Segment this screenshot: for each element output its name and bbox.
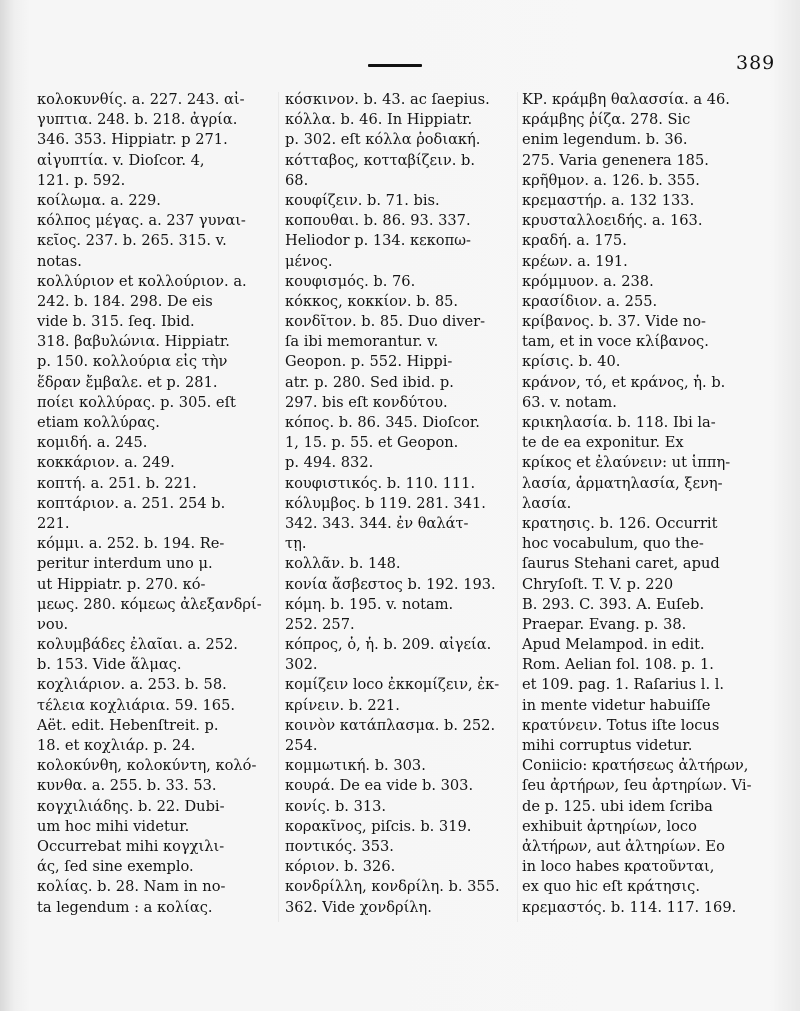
text-line: κολοκυνθίς. a. 227. 243. αἰ- — [37, 91, 245, 108]
text-line: 221. — [37, 514, 70, 532]
text-line: κόλπος μέγας. a. 237 γυναι- — [37, 212, 246, 230]
text-line: Aët. edit. Hebenſtreit. p. — [37, 716, 219, 734]
text-line: Apud Melampod. in edit. — [522, 636, 705, 654]
text-line: tam, et in voce κλίβανος. — [522, 333, 709, 351]
text-line: ἀλτήρων, aut ἀλτηρίων. Eo — [522, 837, 725, 855]
text-line: ἕδραν ἔμβαλε. et p. 281. — [37, 373, 218, 391]
text-line: 297. bis eſt κονδύτου. — [285, 393, 448, 411]
column-gap — [278, 92, 279, 922]
text-line: um hoc mihi videtur. — [37, 817, 190, 835]
text-line: 275. Varia genenera 185. — [522, 151, 709, 169]
text-line: B. 293. C. 393. A. Euſeb. — [522, 595, 705, 613]
text-line: Rom. Aelian fol. 108. p. 1. — [522, 656, 714, 674]
text-line: notas. — [37, 252, 82, 270]
text-line: κρεμαστήρ. a. 132 133. — [522, 191, 695, 209]
text-line: 346. 353. Hippiatr. p 271. — [37, 131, 228, 149]
text-line: κουφίζειν. b. 71. bis. — [285, 191, 440, 209]
text-line: κοκκάριον. a. 249. — [37, 454, 175, 472]
text-line: νου. — [37, 615, 69, 633]
text-line: κογχιλιάδης. b. 22. Dubi- — [37, 797, 225, 815]
text-line: Heliodor p. 134. κεκοπω- — [285, 232, 471, 250]
text-line: κονία ἄσβεστος b. 192. 193. — [285, 575, 496, 593]
text-line: κότταβος, κοτταβίζειν. b. — [285, 151, 475, 169]
column-gap — [517, 92, 518, 922]
text-line: κουρά. De ea vide b. 303. — [285, 777, 474, 795]
text-line: κόμη. b. 195. v. notam. — [285, 595, 454, 613]
text-line: Praepar. Evang. p. 38. — [522, 615, 687, 633]
text-line: p. 494. 832. — [285, 454, 374, 472]
text-column-3 — [522, 90, 780, 918]
text-line: κουφιστικός. b. 110. 111. — [285, 474, 476, 492]
text-line: κονδῖτον. b. 85. Duo diver- — [285, 313, 486, 331]
text-line: τέλεια κοχλιάρια. 59. 165. — [37, 696, 236, 714]
text-line: 342. 343. 344. ἐν θαλάτ- — [285, 514, 469, 532]
text-line: κεῖος. 237. b. 265. 315. v. — [37, 232, 227, 250]
text-line: κυνθα. a. 255. b. 33. 53. — [37, 777, 217, 795]
text-line: 302. — [285, 656, 318, 674]
text-line: exhibuit ἀρτηρίων, loco — [522, 817, 697, 835]
text-line: κοπτάριον. a. 251. 254 b. — [37, 494, 226, 512]
text-line: κονίς. b. 313. — [285, 797, 387, 815]
text-line: κρίνειν. b. 221. — [285, 696, 400, 714]
text-line: κράνον, τό, et κράνος, ἡ. b. — [522, 373, 726, 391]
text-line: μένος. — [285, 252, 333, 270]
text-line: 242. b. 184. 298. De eis — [37, 292, 213, 310]
text-line: vide b. 315. ſeq. Ibid. — [37, 313, 195, 331]
text-line: peritur interdum uno μ. — [37, 555, 213, 573]
text-line: κοπτή. a. 251. b. 221. — [37, 474, 197, 492]
text-line: κόσκινον. b. 43. ac ſaepius. — [285, 91, 490, 108]
text-line: κομίζειν loco ἐκκομίζειν, ἐκ- — [285, 676, 500, 694]
text-line: ſa ibi memorantur. v. — [285, 333, 439, 351]
text-line: κομιδή. a. 245. — [37, 434, 148, 452]
text-line: 63. v. notam. — [522, 393, 617, 411]
text-line: 18. et κοχλιάρ. p. 24. — [37, 737, 196, 754]
text-line: in mente videtur habuiſſe — [522, 696, 711, 714]
text-line: κρασίδιον. a. 255. — [522, 292, 658, 310]
text-line: Occurrebat mihi κογχιλι- — [37, 837, 225, 855]
text-line: κρέων. a. 191. — [522, 252, 628, 270]
text-line: κρῆθμον. a. 126. b. 355. — [522, 171, 700, 189]
text-line: ΚΡ. κράμβη θαλασσία. a 46. — [522, 91, 730, 108]
text-line: atr. p. 280. Sed ibid. p. — [285, 373, 454, 391]
text-column-2 — [285, 90, 515, 918]
text-line: κολλᾶν. b. 148. — [285, 555, 401, 573]
text-line: κόπρος, ὁ, ἡ. b. 209. αἰγεία. — [285, 636, 492, 654]
text-line: Coniicio: κρατήσεως ἀλτήρων, — [522, 757, 749, 775]
text-line: 1, 15. p. 55. et Geopon. — [285, 434, 459, 452]
text-line: 252. 257. — [285, 615, 355, 633]
text-line: κολλύριον et κολλούριον. a. — [37, 272, 247, 290]
text-line: κράμβης ῥίζα. 278. Sic — [522, 111, 691, 129]
text-line: μεως. 280. κόμεως ἀλεξανδρί- — [37, 595, 262, 613]
text-line: te de ea exponitur. Ex — [522, 434, 684, 452]
text-line: κομμωτική. b. 303. — [285, 757, 426, 775]
text-line: mihi corruptus videtur. — [522, 737, 693, 754]
text-column-1 — [37, 90, 269, 918]
text-line: κονδρίλλη, κονδρίλη. b. 355. — [285, 878, 500, 896]
text-line: enim legendum. b. 36. — [522, 131, 688, 149]
text-line: άς, ſed sine exemplo. — [37, 858, 194, 876]
text-line: ex quo hic eſt κράτησις. — [522, 878, 700, 896]
text-line: p. 302. eſt κόλλα ῥοδιακή. — [285, 131, 481, 149]
text-line: κρίβανος. b. 37. Vide no- — [522, 313, 706, 331]
text-line: de p. 125. ubi idem ſcriba — [522, 797, 713, 815]
text-line: Chryſoſt. T. V. p. 220 — [522, 575, 674, 593]
text-line: κόπος. b. 86. 345. Dioſcor. — [285, 414, 480, 431]
text-line: hoc vocabulum, quo the- — [522, 535, 704, 553]
text-line: κολίας. b. 28. Nam in no- — [37, 878, 226, 896]
text-line: κορακῖνος, piſcis. b. 319. — [285, 817, 472, 835]
text-line: κουφισμός. b. 76. — [285, 272, 416, 290]
text-line: κρίσις. b. 40. — [522, 353, 621, 371]
text-line: λασία, ἁρματηλασία, ξενη- — [522, 474, 723, 492]
text-line: 121. p. 592. — [37, 171, 126, 189]
text-line: λασία. — [522, 494, 572, 512]
text-line: κόμμι. a. 252. b. 194. Re- — [37, 535, 225, 553]
text-line: κόκκος, κοκκίον. b. 85. — [285, 292, 459, 310]
text-line: ποίει κολλύρας. p. 305. eſt — [37, 393, 236, 411]
text-line: ſaurus Stehani caret, apud — [522, 555, 720, 573]
header-rule — [368, 64, 422, 67]
text-line: ποντικός. 353. — [285, 837, 394, 855]
text-line: κόλλα. b. 46. In Hippiatr. — [285, 111, 473, 129]
text-line: κοίλωμα. a. 229. — [37, 191, 161, 209]
text-line: 362. Vide χονδρίλη. — [285, 898, 432, 916]
text-line: b. 153. Vide ἅλμας. — [37, 656, 182, 674]
text-line: etiam κολλύρας. — [37, 414, 160, 431]
text-line: 254. — [285, 737, 318, 754]
text-line: κοχλιάριον. a. 253. b. 58. — [37, 676, 227, 694]
text-line: κρεμαστός. b. 114. 117. 169. — [522, 898, 737, 916]
text-line: κοινὸν κατάπλασμα. b. 252. — [285, 716, 496, 734]
text-line: κόριον. b. 326. — [285, 858, 396, 876]
text-line: in loco habes κρατοῦνται, — [522, 858, 715, 876]
text-line: κρυσταλλοειδής. a. 163. — [522, 212, 703, 230]
text-line: ſeu ἀρτήρων, ſeu ἀρτηρίων. Vi- — [522, 777, 752, 795]
text-line: κρίκος et ἐλαύνειν: ut ἱππη- — [522, 454, 731, 472]
text-line: τῃ. — [285, 535, 307, 553]
text-line: κραδή. a. 175. — [522, 232, 627, 250]
text-line: κρατύνειν. Totus iſte locus — [522, 716, 720, 734]
text-line: κρατησις. b. 126. Occurrit — [522, 514, 718, 532]
text-line: p. 150. κολλούρια εἰς τὴν — [37, 353, 228, 371]
text-line: κρικηλασία. b. 118. Ibi la- — [522, 414, 716, 431]
text-line: κολοκύνθη, κολοκύντη, κολό- — [37, 757, 257, 775]
text-line: et 109. pag. 1. Raſarius l. l. — [522, 676, 725, 694]
text-line: κολυμβάδες ἐλαῖαι. a. 252. — [37, 636, 238, 654]
text-line: κόλυμβος. b 119. 281. 341. — [285, 494, 486, 512]
text-line: ta legendum : a κολίας. — [37, 898, 213, 916]
text-line: κρόμμυον. a. 238. — [522, 272, 654, 290]
page-number: 389 — [736, 52, 776, 74]
text-line: αἰγυπτία. v. Dioſcor. 4, — [37, 151, 205, 169]
text-line: 318. βαβυλώνια. Hippiatr. — [37, 333, 230, 351]
text-line: ut Hippiatr. p. 270. κό- — [37, 575, 206, 593]
text-line: 68. — [285, 171, 309, 189]
text-line: Geopon. p. 552. Hippi- — [285, 353, 453, 371]
text-line: κοπουθαι. b. 86. 93. 337. — [285, 212, 471, 230]
text-line: γυπτια. 248. b. 218. ἀγρία. — [37, 111, 238, 129]
